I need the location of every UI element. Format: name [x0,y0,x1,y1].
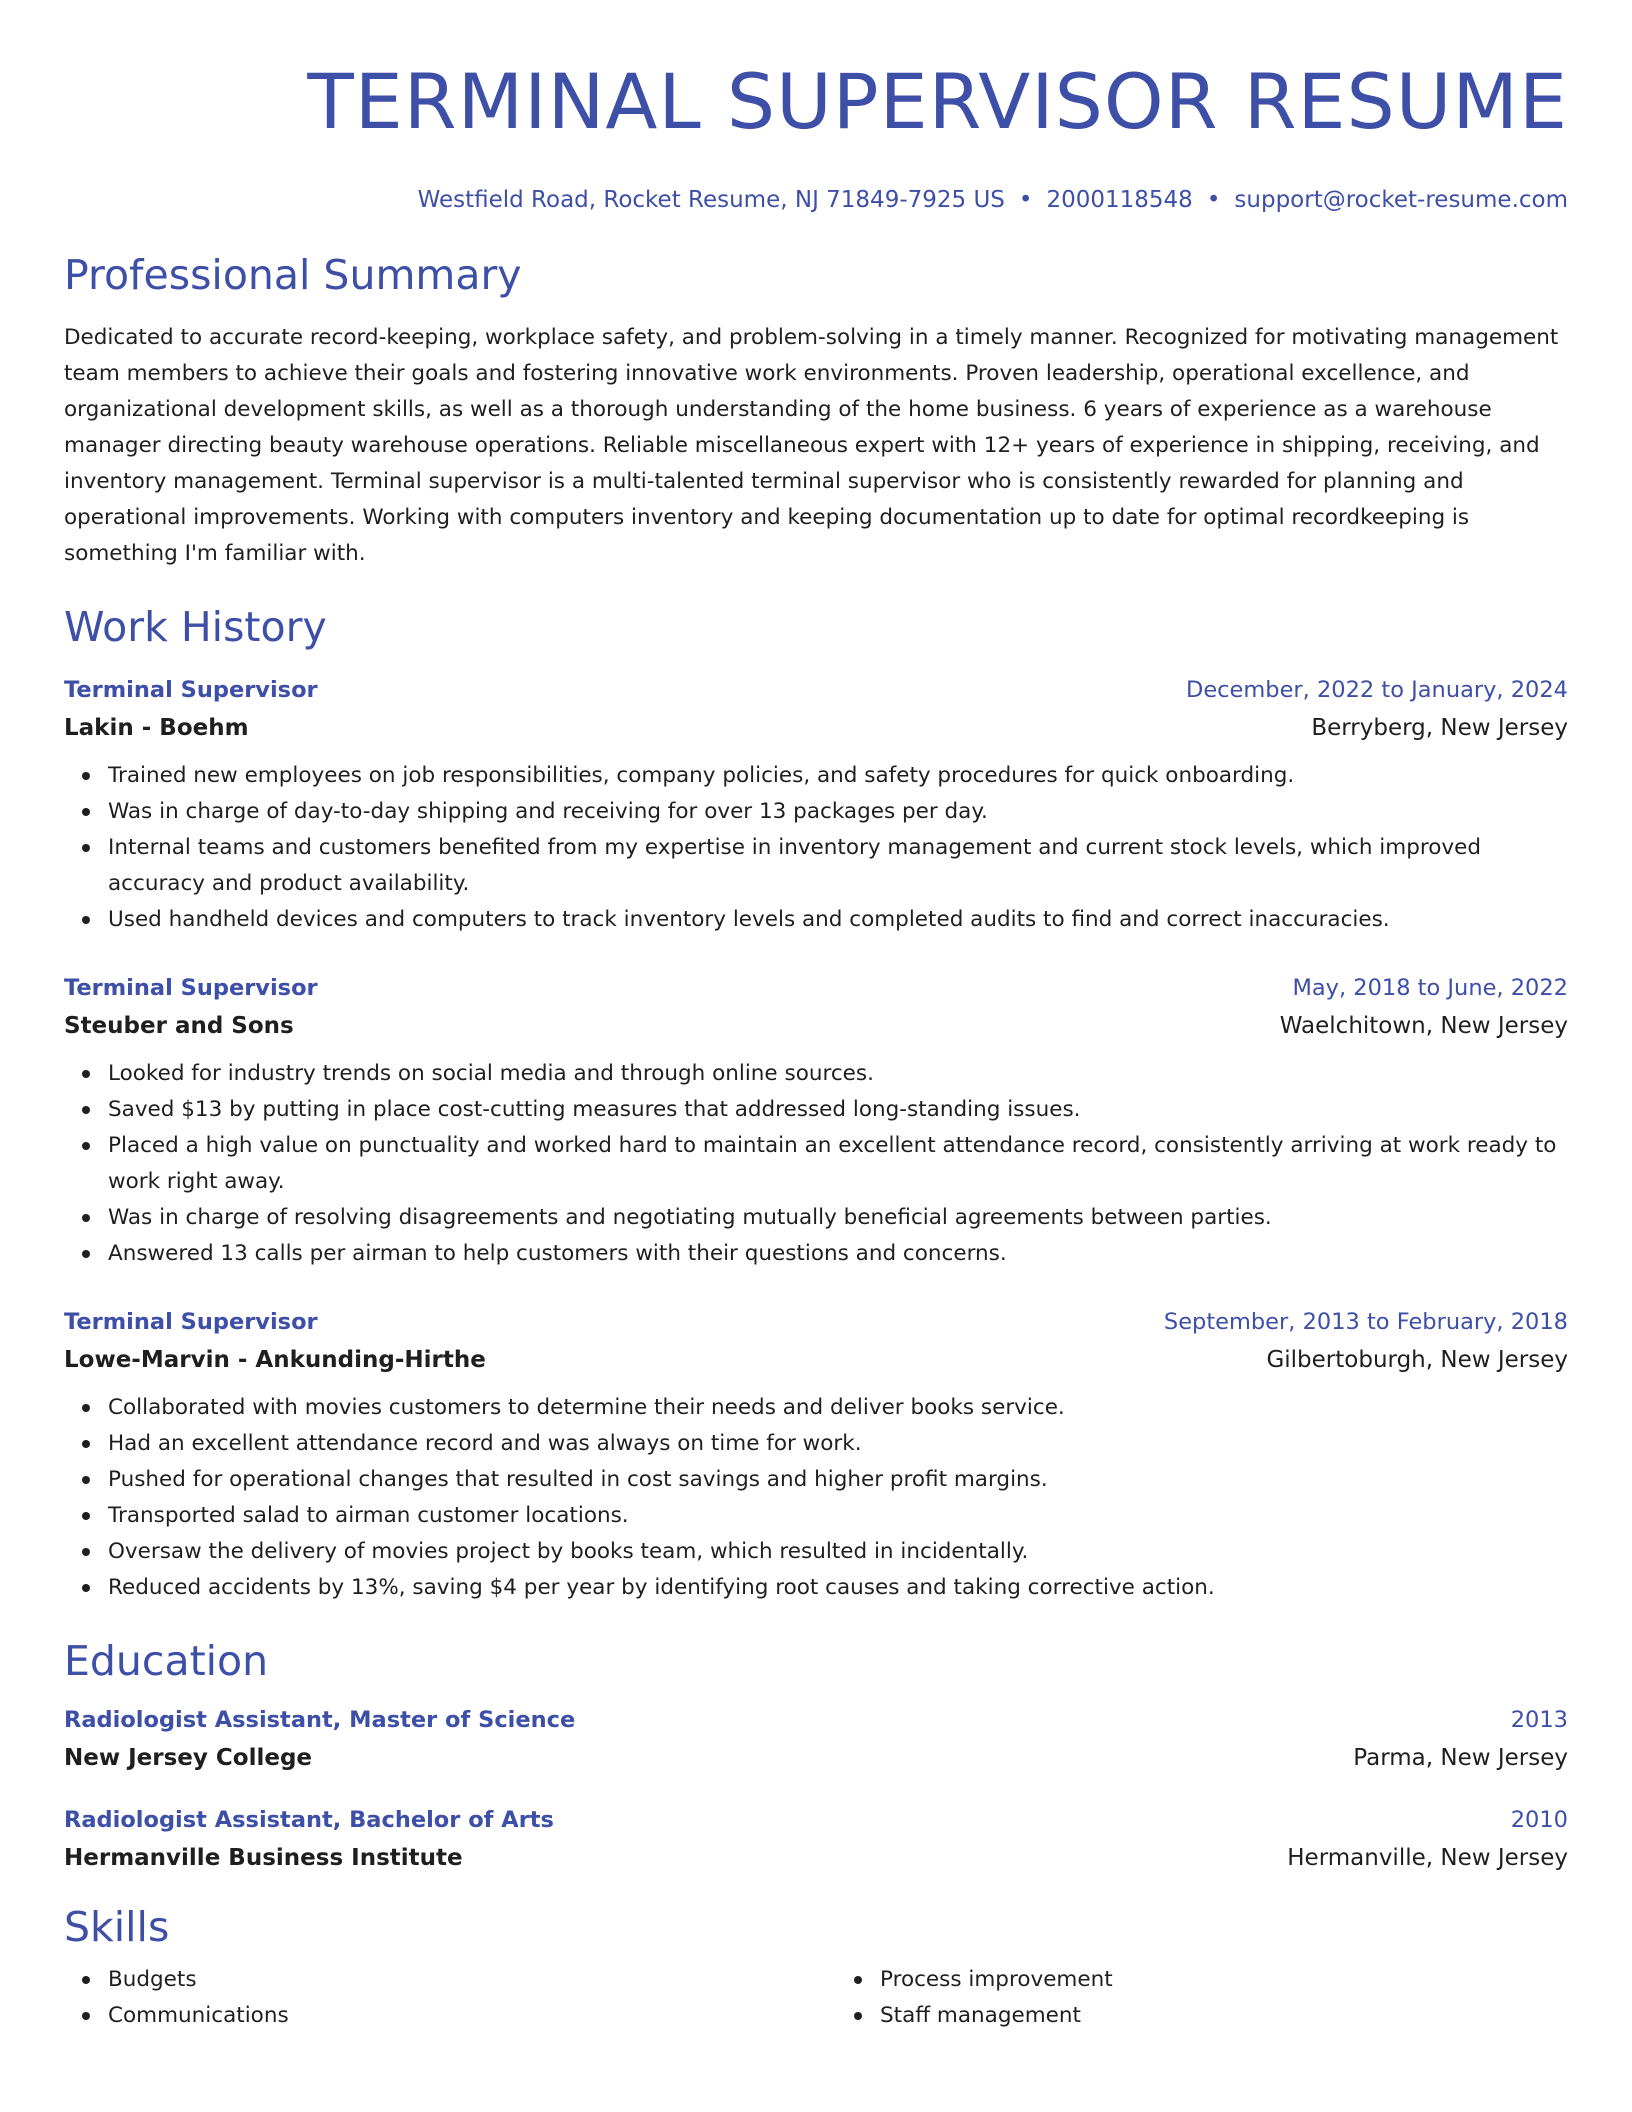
job-role: Terminal Supervisor [64,975,318,1001]
section-title-summary: Professional Summary [64,251,522,299]
job-entry [64,972,1568,1272]
list-item: Looked for industry trends on social media and through online sources. [108,1056,1568,1092]
education-year: 2013 [1510,1707,1568,1733]
education-school: New Jersey College [64,1745,313,1771]
list-item: Collaborated with movies customers to determine their needs and deliver books service. [108,1390,1568,1426]
skill-item: Budgets [108,1962,796,1998]
list-item: Pushed for operational changes that resulted in cost savings and higher profit margins. [108,1462,1568,1498]
section-title-education: Education [64,1637,269,1685]
skills-column-right [836,1962,1568,2034]
education-location: Parma, New Jersey [1353,1745,1568,1771]
contact-address: Westfield Road, Rocket Resume, NJ 71849-7925 US [417,187,1005,213]
job-bullets [64,758,1568,938]
list-item: Placed a high value on punctuality and worked hard to maintain an excellent attendance record, consistently arriving at work ready to work right away. [108,1128,1568,1200]
contact-separator: • [1018,187,1033,213]
list-item: Was in charge of resolving disagreements and negotiating mutually beneficial agreements between parties. [108,1200,1568,1236]
job-entry [64,674,1568,938]
skill-item: Staff management [880,1998,1568,2034]
job-entry [64,1306,1568,1606]
job-role: Terminal Supervisor [64,677,318,703]
list-item: Used handheld devices and computers to track inventory levels and completed audits to find and correct inaccuracies. [108,902,1568,938]
education-school: Hermanville Business Institute [64,1845,463,1871]
education-year: 2010 [1510,1807,1568,1833]
resume-header [64,0,1568,214]
job-dates: December, 2022 to January, 2024 [1186,677,1568,703]
education-degree: Radiologist Assistant, Bachelor of Arts [64,1807,554,1833]
job-role: Terminal Supervisor [64,1309,318,1335]
list-item: Oversaw the delivery of movies project by books team, which resulted in incidentally. [108,1534,1568,1570]
list-item: Internal teams and customers benefited from my expertise in inventory management and current stock levels, which improved accuracy and product availability. [108,830,1568,902]
skill-item: Process improvement [880,1962,1568,1998]
list-item: Had an excellent attendance record and was always on time for work. [108,1426,1568,1462]
contact-separator: • [1206,187,1221,213]
education-entry [64,1804,1568,1874]
job-bullets [64,1390,1568,1606]
job-dates: September, 2013 to February, 2018 [1163,1309,1568,1335]
section-title-work-history: Work History [64,603,327,651]
section-title-skills: Skills [64,1903,170,1951]
skills-column-left [64,1962,796,2034]
list-item: Reduced accidents by 13%, saving $4 per year by identifying root causes and taking corrective action. [108,1570,1568,1606]
job-bullets [64,1056,1568,1272]
job-company: Steuber and Sons [64,1013,294,1039]
list-item: Was in charge of day-to-day shipping and receiving for over 13 packages per day. [108,794,1568,830]
education-degree: Radiologist Assistant, Master of Science [64,1707,576,1733]
job-company: Lakin - Boehm [64,715,249,741]
education-entry [64,1704,1568,1774]
summary-text: Dedicated to accurate record-keeping, workplace safety, and problem-solving in a timely manner. Recognized for motivating management team members to achieve their goals and fostering innovative work environments. Proven leadership, operational excellence, and organizational development skills, as well as a thorough understanding of the home business. 6 years of experience as a warehouse manager directing beauty warehouse operations. Reliable miscellaneous expert with 12+ years of experience in shipping, receiving, and inventory management. Terminal supervisor is a multi-talented terminal supervisor who is consistently rewarded for planning and operational improvements. Working with computers inventory and keeping documentation up to date for optimal recordkeeping is something I'm familiar with. [64,325,1559,566]
job-location: Berryberg, New Jersey [1311,715,1568,741]
skill-item: Communications [108,1998,796,2034]
list-item: Transported salad to airman customer locations. [108,1498,1568,1534]
job-company: Lowe-Marvin - Ankunding-Hirthe [64,1347,486,1373]
contact-line [64,186,1568,214]
contact-email[interactable]: support@rocket-resume.com [1234,187,1568,213]
skills-list [64,1962,1568,2034]
list-item: Saved $13 by putting in place cost-cutting measures that addressed long-standing issues. [108,1092,1568,1128]
contact-phone: 2000118548 [1046,187,1193,213]
education-location: Hermanville, New Jersey [1287,1845,1568,1871]
job-location: Waelchitown, New Jersey [1279,1013,1568,1039]
job-dates: May, 2018 to June, 2022 [1292,975,1568,1001]
job-location: Gilbertoburgh, New Jersey [1266,1347,1568,1373]
list-item: Answered 13 calls per airman to help customers with their questions and concerns. [108,1236,1568,1272]
list-item: Trained new employees on job responsibilities, company policies, and safety procedures for quick onboarding. [108,758,1568,794]
resume-title: TERMINAL SUPERVISOR RESUME [307,57,1568,146]
